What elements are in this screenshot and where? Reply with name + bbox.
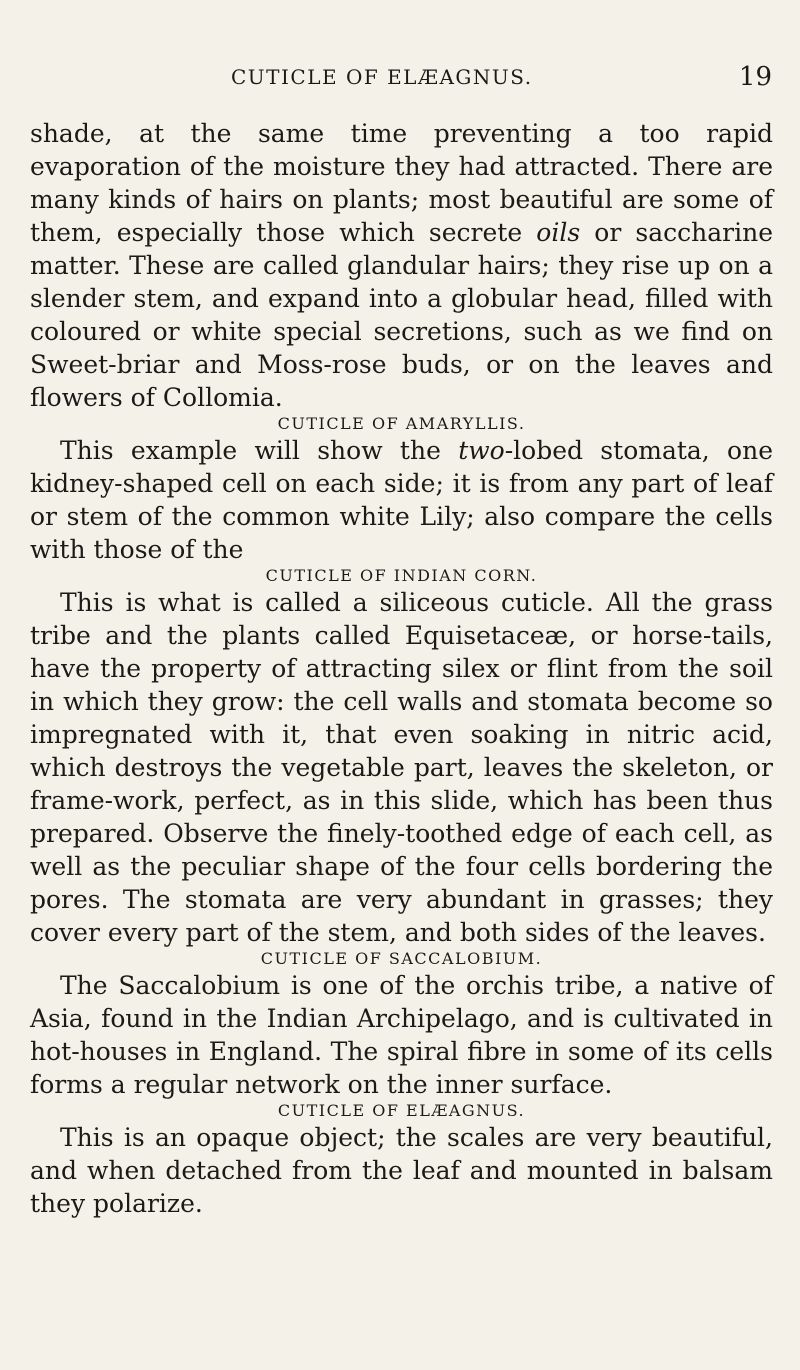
paragraph-hairs xyxy=(30,117,773,414)
heading-indian-corn: CUTICLE OF INDIAN CORN. xyxy=(265,566,538,585)
paragraph-amaryllis-emphasis: two xyxy=(458,436,505,465)
heading-saccalobium: CUTICLE OF SACCALOBIUM. xyxy=(260,949,543,968)
heading-elaeagnus: CUTICLE OF ELÆAGNUS. xyxy=(277,1101,526,1120)
paragraph-hairs-text-rest: or saccharine matter. These are called glandular hairs; they rise up on a slender stem, and expand into a globular head, filled with coloured or white special secretions, such as we find on Sweet-briar and Moss-rose buds, or on the leaves and flowers of Collomia. xyxy=(30,218,773,412)
paragraph-amaryllis-text-rest: -lobed stomata, one kidney-shaped cell on each side; it is from any part of leaf or stem of the common white Lily; also compare the cells with those of the xyxy=(30,436,774,564)
running-title: CUTICLE OF ELÆAGNUS. xyxy=(231,65,533,89)
running-head xyxy=(0,60,800,94)
paragraph-hairs-emphasis: oils xyxy=(536,218,581,247)
text-column xyxy=(30,117,773,1220)
paragraph-saccalobium: The Saccalobium is one of the orchis tribe, a native of Asia, found in the Indian Archipelago, and is cultivated in hot-houses in England. The spiral fibre in some of its cells forms a regular network on the inner surface. xyxy=(30,971,773,1099)
paragraph-indian-corn: This is what is called a siliceous cuticle. All the grass tribe and the plants called Equisetaceæ, or horse-tails, have the property of attracting silex or flint from the soil in which they grow: the cell walls and stomata become so impregnated with it, that even soaking in nitric acid, which destroys the vegetable part, leaves the skeleton, or frame-work, perfect, as in this slide, which has been thus prepared. Observe the finely-toothed edge of each cell, as well as the peculiar shape of the four cells bordering the pores. The stomata are very abundant in grasses; they cover every part of the stem, and both sides of the leaves. xyxy=(30,588,773,947)
paragraph-amaryllis-text: This example will show the xyxy=(60,436,441,465)
paragraph-elaeagnus: This is an opaque object; the scales are very beautiful, and when detached from the leaf and mounted in balsam they polarize. xyxy=(30,1123,773,1218)
page-number: 19 xyxy=(738,62,772,92)
paragraph-amaryllis xyxy=(30,434,773,566)
paragraph-hairs-text: shade, at the same time preventing a too rapid evaporation of the moisture they had attracted. There are many kinds of hairs on plants; most beautiful are some of them, especially those which secrete xyxy=(30,119,773,247)
heading-amaryllis: CUTICLE OF AMARYLLIS. xyxy=(277,414,526,433)
